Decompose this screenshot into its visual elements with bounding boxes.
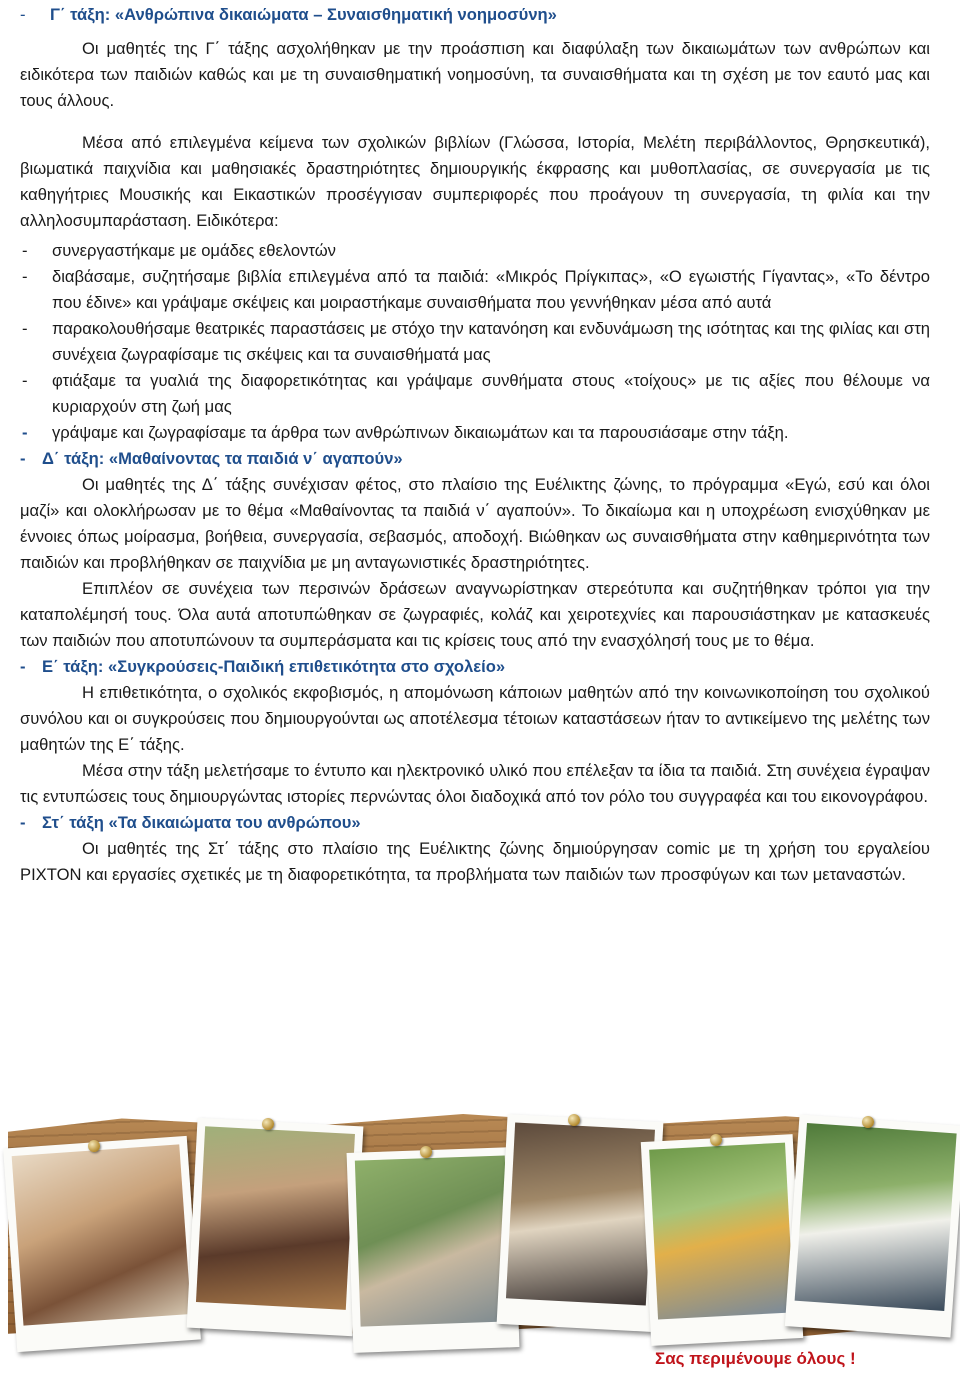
section-f-paragraph: Οι μαθητές της Στ΄ τάξης στο πλαίσιο της Ευέλικτης ζώνης δημιούργησαν comic με τη χρήση του εργαλείου PIXTON και εργασίες σχετικές με τη διαφορετικότητα, τα προβλήματα των παιδιών των προσφύγων και των μεταναστών. bbox=[20, 839, 930, 884]
pin-icon bbox=[88, 1140, 100, 1152]
section-c-list bbox=[20, 238, 930, 446]
section-d-paragraph-1: Οι μαθητές της Δ΄ τάξης συνέχισαν φέτος, στο πλαίσιο της Ευέλικτης ζώνης, το πρόγραμμα «Εγώ, εσύ και όλοι μαζί» και ολοκλήρωσαν με το θέμα «Μαθαίνοντας τα παιδιά ν΄ αγαπούν». Το δικαίωμα και η υποχρέωση ενισχύθηκαν με έννοιες όπως μοίρασμα, βοήθεια, συνεργασία, σεβασμός, αποδοχή. Βιώθηκαν ως συναισθήματα στην καθημερινότητα των παιδιών και προβλήθηκαν σε παιχνίδια με μη ανταγωνιστικές δραστηριότητες. bbox=[20, 475, 930, 572]
photo-rollerskating bbox=[347, 1147, 520, 1353]
list-item: - συνεργαστήκαμε με ομάδες εθελοντών bbox=[20, 238, 930, 264]
photo-collage bbox=[0, 1090, 960, 1374]
photo-guitar bbox=[187, 1118, 364, 1336]
section-d-heading: - Δ΄ τάξη: «Μαθαίνοντας τα παιδιά ν΄ αγαπούν» bbox=[20, 449, 403, 468]
pin-icon bbox=[710, 1134, 722, 1146]
section-f-heading: - Στ΄ τάξη «Τα δικαιώματα του ανθρώπου» bbox=[20, 813, 361, 832]
photo-chess bbox=[497, 1114, 664, 1332]
pin-icon bbox=[420, 1146, 432, 1158]
photo-dance bbox=[641, 1134, 803, 1346]
section-c-intro: Οι μαθητές της Γ΄ τάξης ασχολήθηκαν με την προάσπιση και διαφύλαξη των δικαιωμάτων των ανθρώπων και ειδικότερα των παιδιών καθώς και με τη συναισθηματική νοημοσύνη, τα συναισθήματα και τη σχέση με τον εαυτό μας και τους άλλους. bbox=[20, 39, 930, 110]
photo-image bbox=[196, 1126, 355, 1310]
list-item: - φτιάξαμε τα γυαλιά της διαφορετικότητας και γράψαμε συνθήματα στους «τοίχους» με τις αξίες που θέλουμε να κυριαρχούν στη ζωή μας bbox=[20, 368, 930, 420]
list-item: - διαβάσαμε, συζητήσαμε βιβλία επιλεγμένα από τα παιδιά: «Μικρός Πρίγκιπας», «Ο εγωιστής Γίγαντας», «Το δέντρο που έδινε» και γράψαμε σκέψεις και μοιραστήκαμε συναισθήματα που γεννήθηκαν μέσα από αυτά bbox=[20, 264, 930, 316]
list-item: - παρακολουθήσαμε θεατρικές παραστάσεις με στόχο την κατανόηση και ενδυνάμωση της ισότητας και της φιλίας και στη συνέχεια ζωγραφίσαμε τις σκέψεις και τα συναισθήματά μας bbox=[20, 316, 930, 368]
photo-image bbox=[506, 1122, 655, 1305]
photo-image bbox=[795, 1123, 957, 1311]
document-body bbox=[20, 0, 930, 888]
pin-icon bbox=[862, 1116, 874, 1128]
section-e-paragraph-2: Μέσα στην τάξη μελετήσαμε το έντυπο και ηλεκτρονικό υλικό που επέλεξαν τα ίδια τα παιδιά. Στη συνέχεια έγραψαν τις εντυπώσεις τους δημιουργώντας ιστορίες περνώντας όλοι διαδοχικά από τον ρόλο του συγγραφέα και του εικονογράφου. bbox=[20, 761, 930, 806]
list-item: - γράψαμε και ζωγραφίσαμε τα άρθρα των ανθρώπινων δικαιωμάτων και τα παρουσιάσαμε στην τάξη. bbox=[20, 420, 930, 446]
photo-image bbox=[355, 1155, 511, 1326]
photo-image bbox=[12, 1144, 191, 1325]
section-e-paragraph-1: Η επιθετικότητα, ο σχολικός εκφοβισμός, η απομόνωση κάποιων μαθητών από την κοινωνικοποίηση του σχολικού συνόλου και οι συγκρούσεις που δημιουργούνται ως αποτέλεσμα τέτοιων καταστάσεων ήταν το αντικείμενο της μελέτης των μαθητών της Ε΄ τάξης. bbox=[20, 683, 930, 754]
section-c-heading: - Γ΄ τάξη: «Ανθρώπινα δικαιώματα – Συναισθηματική νοημοσύνη» bbox=[20, 5, 557, 24]
section-e-heading: - Ε΄ τάξη: «Συγκρούσεις-Παιδική επιθετικότητα στο σχολείο» bbox=[20, 657, 506, 676]
photo-taekwondo bbox=[785, 1114, 960, 1337]
section-d-paragraph-2: Επιπλέον σε συνέχεια των περσινών δράσεων αναγνωρίστηκαν στερεότυπα και συζητήθηκαν τρόποι για την καταπολέμησή τους. Όλα αυτά αποτυπώθηκαν σε ζωγραφιές, κολάζ και χειροτεχνίες και παρουσιάστηκαν με κατασκευές των παιδιών που αποτυπώνουν τα συμπεράσματα και τις κρίσεις τους από την ενασχόλησή τους με το θέμα. bbox=[20, 579, 930, 650]
pin-icon bbox=[262, 1118, 274, 1130]
pin-icon bbox=[568, 1114, 580, 1126]
photo-image bbox=[649, 1143, 794, 1320]
closing-message: Σας περιμένουμε όλους ! bbox=[655, 1349, 856, 1368]
section-c-paragraph: Μέσα από επιλεγμένα κείμενα των σχολικών βιβλίων (Γλώσσα, Ιστορία, Μελέτη περιβάλλοντος, Θρησκευτικά), βιωματικά παιχνίδια και μαθησιακές δραστηριότητες δημιουργικής έκφρασης και μυθοπλασίας, σε συνεργασία με τις καθηγήτριες Μουσικής και Εικαστικών προσέγγισαν συμπεριφορές που προάγουν τη συνεργασία, τη φιλία και την αλληλοσυμπαράσταση. Ειδικότερα: bbox=[20, 133, 930, 230]
photo-tennis bbox=[3, 1136, 201, 1352]
